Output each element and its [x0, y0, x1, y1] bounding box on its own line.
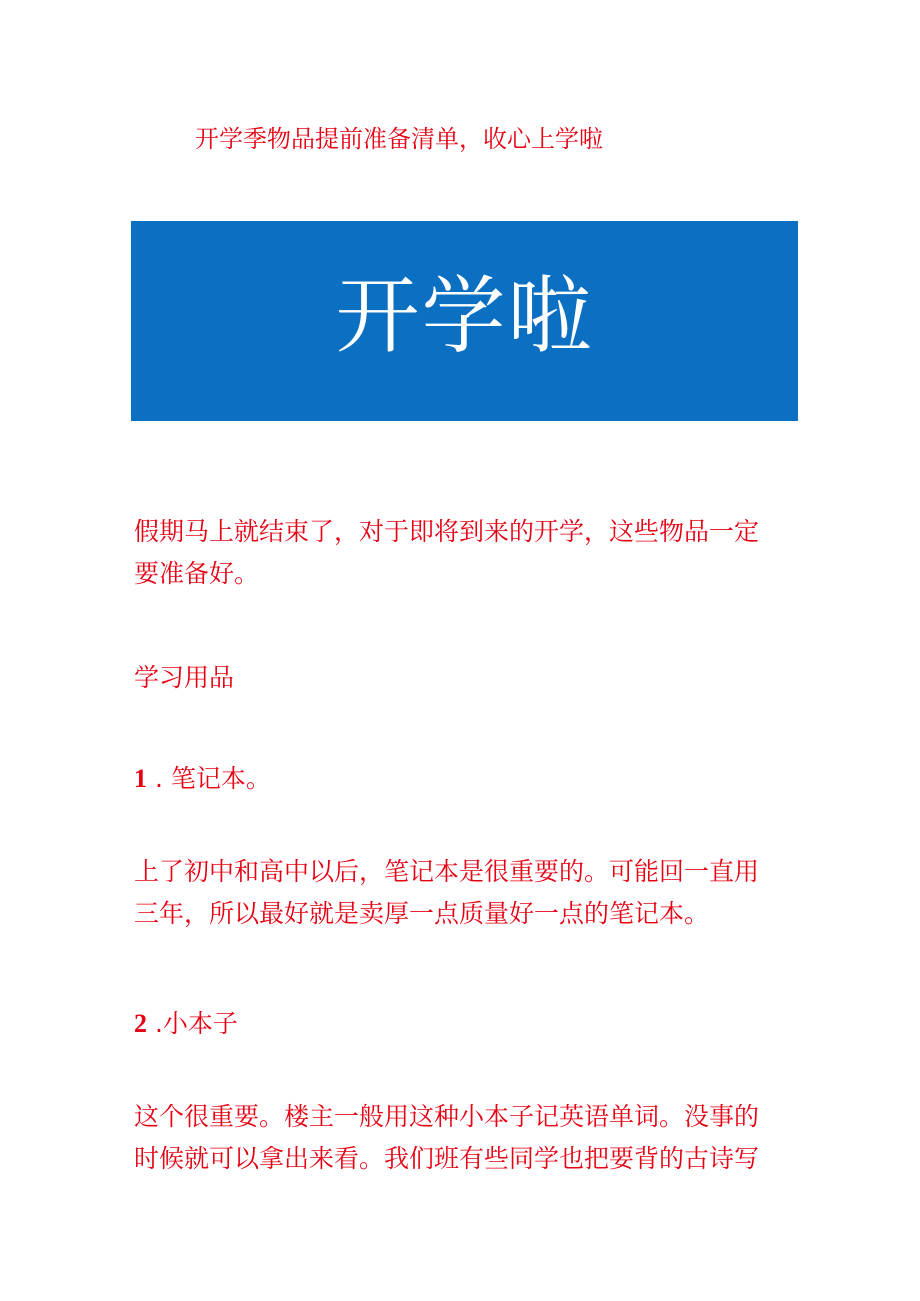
- item-description-2: [134, 1096, 794, 1180]
- item-name: 小本子: [162, 1009, 238, 1038]
- intro-line-2: 要准备好。: [134, 559, 260, 588]
- banner-title: 开学啦: [335, 267, 594, 365]
- item-separator: .: [147, 1009, 163, 1038]
- intro-paragraph: [134, 511, 794, 595]
- item-description-1: [134, 851, 794, 935]
- item-heading-2: [134, 1003, 794, 1045]
- intro-line-1: 假期马上就结束了，对于即将到来的开学，这些物品一定: [134, 517, 760, 546]
- item-separator: .: [147, 764, 171, 793]
- item-heading-1: [134, 758, 794, 800]
- item-desc-line-1: 上了初中和高中以后，笔记本是很重要的。可能回一直用: [134, 857, 760, 886]
- document-title: 开学季物品提前准备清单，收心上学啦: [195, 125, 603, 153]
- hero-banner: [131, 221, 798, 421]
- item-number: 1: [134, 764, 147, 793]
- item-name: 笔记本。: [170, 764, 271, 793]
- item-desc-line-2: 时候就可以拿出来看。我们班有些同学也把要背的古诗写: [134, 1144, 760, 1173]
- item-desc-line-2: 三年，所以最好就是卖厚一点质量好一点的笔记本。: [134, 899, 710, 928]
- item-desc-line-1: 这个很重要。楼主一般用这种小本子记英语单词。没事的: [134, 1102, 760, 1131]
- item-number: 2: [134, 1009, 147, 1038]
- section-heading: 学习用品: [134, 663, 235, 692]
